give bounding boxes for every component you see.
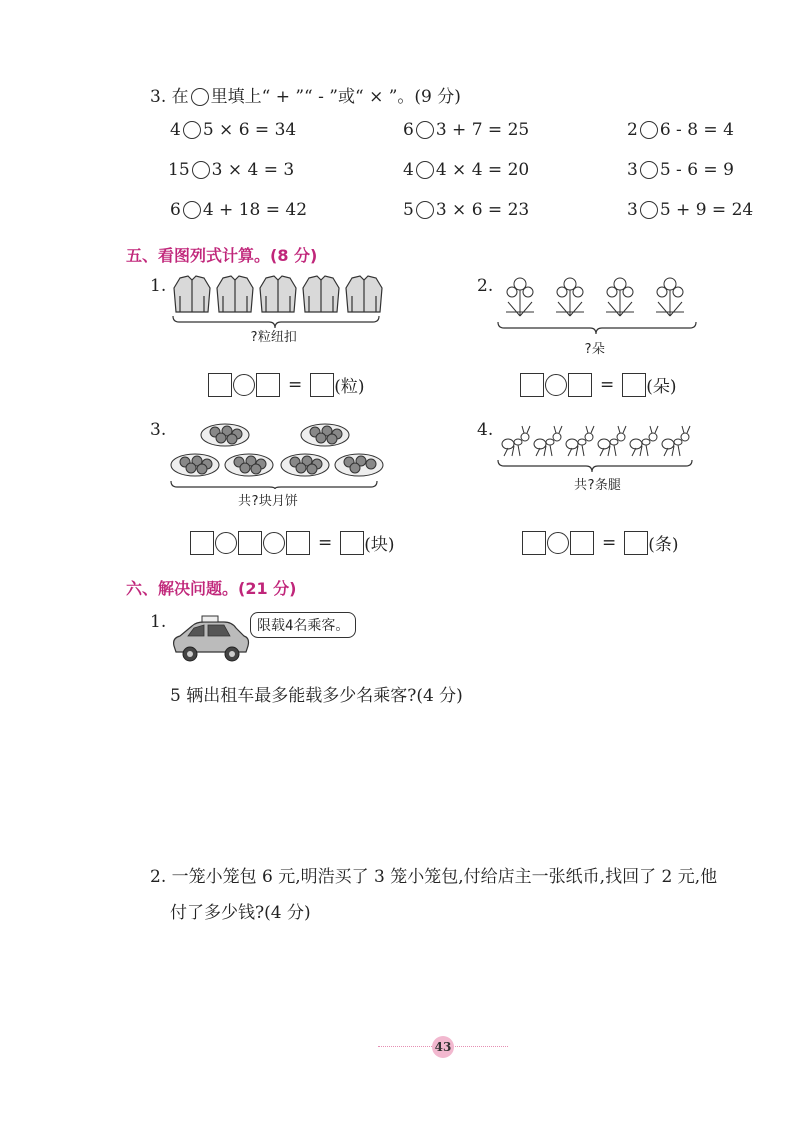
- problem-1-answer[interactable]: = (粒): [208, 372, 365, 397]
- q3-item[interactable]: 5 3 × 6 = 23: [403, 200, 530, 220]
- answer-box[interactable]: [624, 531, 648, 555]
- answer-box[interactable]: [256, 373, 280, 397]
- circle-blank-icon: [191, 88, 209, 106]
- answer-circle[interactable]: [416, 121, 434, 139]
- problem-2-label: ?朵: [584, 342, 605, 357]
- answer-box[interactable]: [622, 373, 646, 397]
- q3-item[interactable]: 4 5 × 6 = 34: [170, 120, 297, 140]
- problem-6-2-line2: 付了多少钱?(4 分): [170, 903, 311, 923]
- operator-circle[interactable]: [545, 374, 567, 396]
- answer-box[interactable]: [238, 531, 262, 555]
- operator-circle[interactable]: [263, 532, 285, 554]
- answer-box[interactable]: [310, 373, 334, 397]
- flowers-illustration: [494, 272, 704, 342]
- taxi-icon: [168, 612, 252, 666]
- shirt-icon: [174, 276, 382, 312]
- page-number: 43: [432, 1036, 454, 1058]
- ants-illustration: [494, 418, 704, 476]
- problem-3-answer[interactable]: = (块): [190, 530, 395, 555]
- problem-4-label: 共?条腿: [574, 478, 621, 493]
- section-6-title: 六、解决问题。(21 分): [126, 579, 297, 598]
- operator-circle[interactable]: [547, 532, 569, 554]
- flower-icon: [506, 278, 684, 316]
- answer-circle[interactable]: [183, 121, 201, 139]
- problem-6-1-number: 1.: [150, 612, 167, 632]
- answer-circle[interactable]: [192, 161, 210, 179]
- brace-icon: [171, 481, 377, 489]
- answer-circle[interactable]: [640, 161, 658, 179]
- answer-circle[interactable]: [416, 161, 434, 179]
- problem-3-label: 共?块月饼: [238, 494, 298, 509]
- problem-1-label: ?粒纽扣: [250, 330, 297, 345]
- q3-item[interactable]: 6 3 + 7 = 25: [403, 120, 530, 140]
- answer-box[interactable]: [570, 531, 594, 555]
- answer-box[interactable]: [522, 531, 546, 555]
- problem-3-number: 3.: [150, 420, 167, 440]
- answer-box[interactable]: [286, 531, 310, 555]
- mooncakes-illustration: [165, 415, 390, 490]
- answer-box[interactable]: [208, 373, 232, 397]
- ant-icon: [502, 426, 690, 456]
- problem-4-answer[interactable]: = (条): [522, 530, 679, 555]
- answer-circle[interactable]: [416, 201, 434, 219]
- q3-title: 3. 在 里填上“ + ”“ - ”或“ × ”。(9 分): [150, 87, 461, 107]
- brace-icon: [498, 460, 692, 472]
- section-5-title: 五、看图列式计算。(8 分): [126, 246, 318, 265]
- problem-4-number: 4.: [477, 420, 494, 440]
- q3-item[interactable]: 15 3 × 4 = 3: [168, 160, 295, 180]
- q3-item[interactable]: 2 6 - 8 = 4: [627, 120, 734, 140]
- speech-bubble: 限载4名乘客。: [250, 612, 356, 638]
- operator-circle[interactable]: [233, 374, 255, 396]
- problem-2-answer[interactable]: = (朵): [520, 372, 677, 397]
- answer-circle[interactable]: [183, 201, 201, 219]
- mooncake-plate-icon: [171, 424, 383, 476]
- q3-item[interactable]: 3 5 + 9 = 24: [627, 200, 754, 220]
- answer-box[interactable]: [190, 531, 214, 555]
- problem-6-1-text: 5 辆出租车最多能载多少名乘客?(4 分): [170, 686, 463, 706]
- q3-item[interactable]: 6 4 + 18 = 42: [170, 200, 308, 220]
- operator-circle[interactable]: [215, 532, 237, 554]
- q3-item[interactable]: 4 4 × 4 = 20: [403, 160, 530, 180]
- answer-circle[interactable]: [640, 121, 658, 139]
- problem-2-number: 2.: [477, 276, 494, 296]
- q3-item[interactable]: 3 5 - 6 = 9: [627, 160, 734, 180]
- brace-icon: [498, 322, 696, 334]
- answer-box[interactable]: [520, 373, 544, 397]
- answer-box[interactable]: [568, 373, 592, 397]
- problem-6-2-line1: 2. 一笼小笼包 6 元,明浩买了 3 笼小笼包,付给店主一张纸币,找回了 2 元,他: [150, 867, 718, 887]
- answer-circle[interactable]: [640, 201, 658, 219]
- answer-box[interactable]: [340, 531, 364, 555]
- problem-1-number: 1.: [150, 276, 167, 296]
